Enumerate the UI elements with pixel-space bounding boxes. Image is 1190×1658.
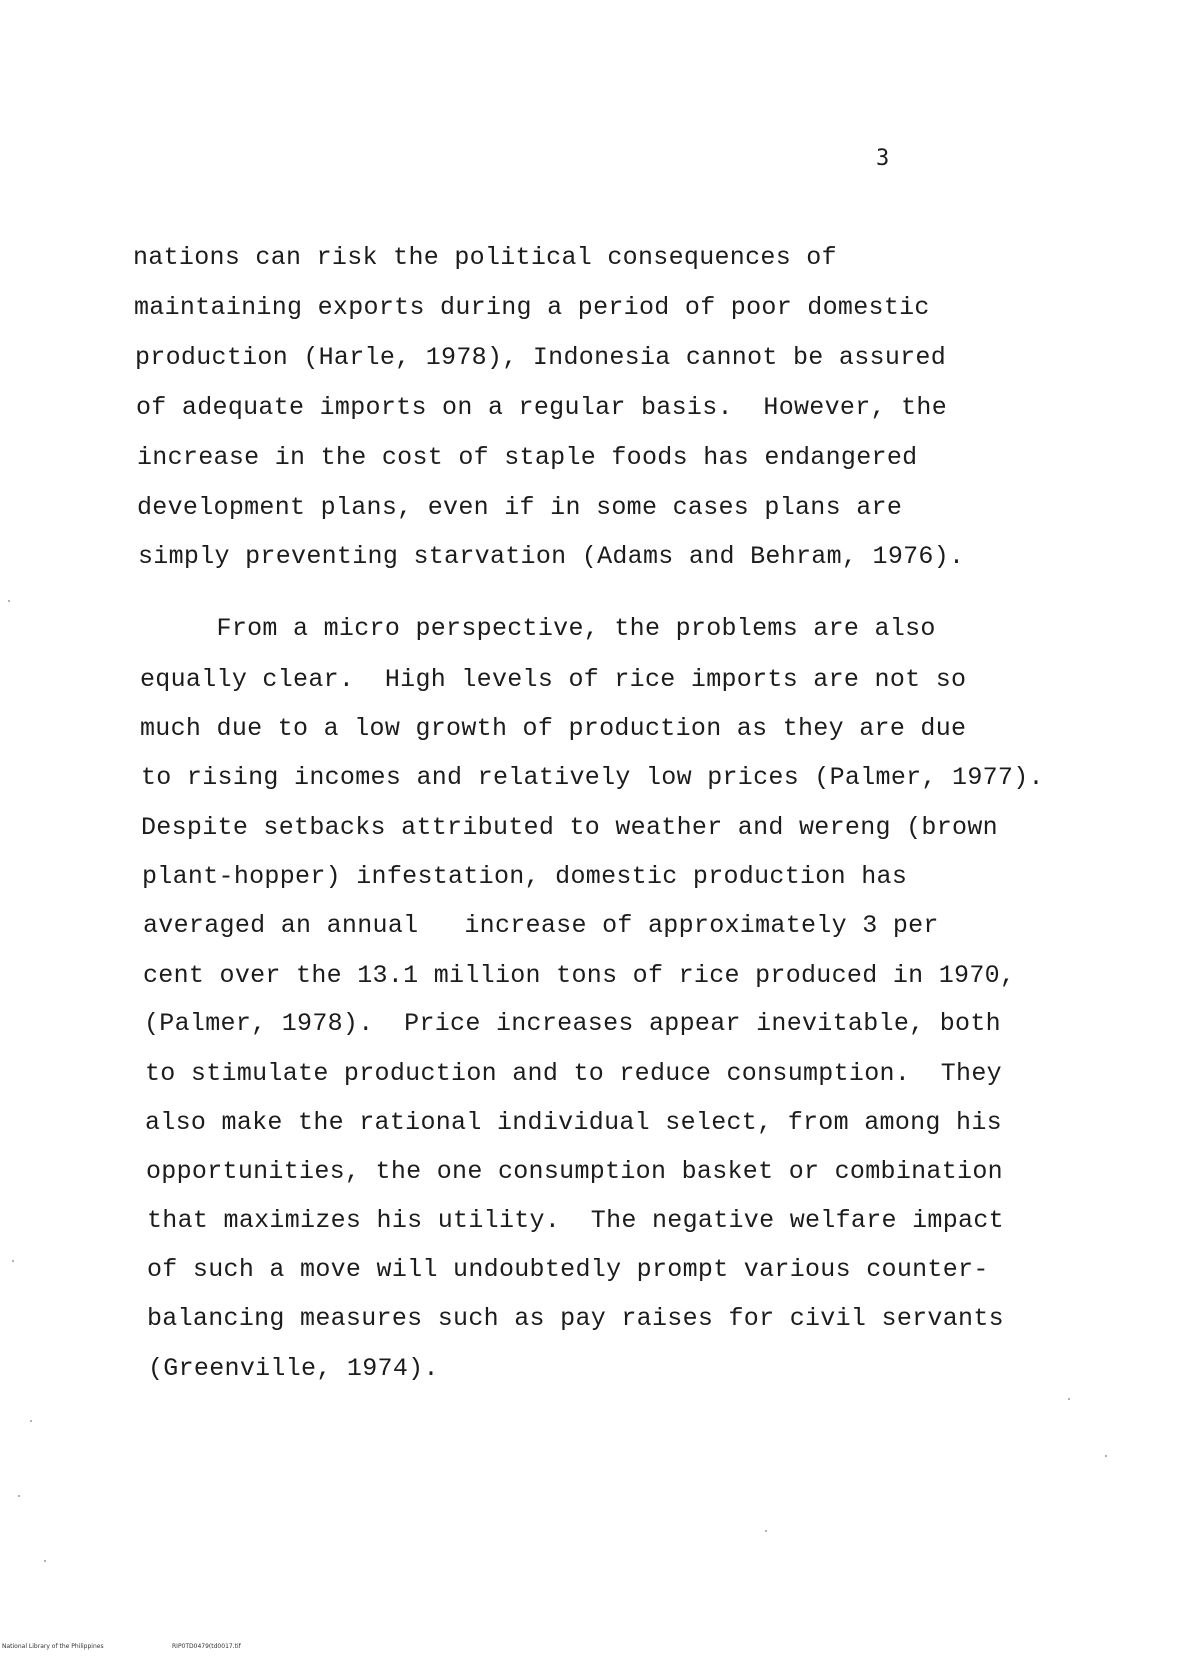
text-line: production (Harle, 1978), Indonesia cannot be assured <box>135 343 947 372</box>
text-line: to rising incomes and relatively low prices (Palmer, 1977). <box>141 763 1044 792</box>
text-line: simply preventing starvation (Adams and Behram, 1976). <box>138 542 965 571</box>
scan-speck <box>12 1260 14 1262</box>
text-line: also make the rational individual select, from among his <box>145 1108 1002 1137</box>
text-line: (Greenville, 1974). <box>148 1354 439 1383</box>
text-line: of adequate imports on a regular basis. However, the <box>136 393 948 422</box>
text-line: equally clear. High levels of rice imports are not so <box>140 665 967 694</box>
text-line: increase in the cost of staple foods has endangered <box>137 443 918 472</box>
text-line: balancing measures such as pay raises for civil servants <box>147 1304 1004 1333</box>
scan-speck <box>1068 1398 1070 1400</box>
text-line: (Palmer, 1978). Price increases appear inevitable, both <box>144 1009 1001 1038</box>
page-number: 3 <box>876 146 890 171</box>
text-line: nations can risk the political consequences of <box>133 243 837 272</box>
scan-speck <box>1105 1455 1107 1457</box>
text-line: Despite setbacks attributed to weather and wereng (brown <box>141 813 998 842</box>
footer-library: National Library of the Philippines <box>2 1643 104 1650</box>
scan-speck <box>30 1420 32 1422</box>
text-line: much due to a low growth of production as they are due <box>140 714 967 743</box>
text-line: averaged an annual increase of approximately 3 per <box>143 911 939 940</box>
scan-speck <box>18 1495 20 1497</box>
text-line: to stimulate production and to reduce consumption. They <box>145 1059 1002 1088</box>
text-line: plant-hopper) infestation, domestic production has <box>142 862 908 891</box>
footer-file: RIP0TD0479(td0017.tif <box>172 1643 241 1650</box>
text-line: opportunities, the one consumption basket or combination <box>146 1157 1003 1186</box>
text-line: development plans, even if in some cases plans are <box>137 493 903 522</box>
scan-speck <box>765 1530 767 1532</box>
text-line: cent over the 13.1 million tons of rice produced in 1970, <box>143 961 1016 990</box>
text-line: of such a move will undoubtedly prompt various counter- <box>147 1255 989 1284</box>
text-line: From a micro perspective, the problems are also <box>140 614 936 643</box>
scan-speck <box>44 1560 46 1562</box>
text-line: that maximizes his utility. The negative welfare impact <box>147 1206 1004 1235</box>
text-line: maintaining exports during a period of poor domestic <box>134 293 930 322</box>
scan-speck <box>8 600 10 602</box>
